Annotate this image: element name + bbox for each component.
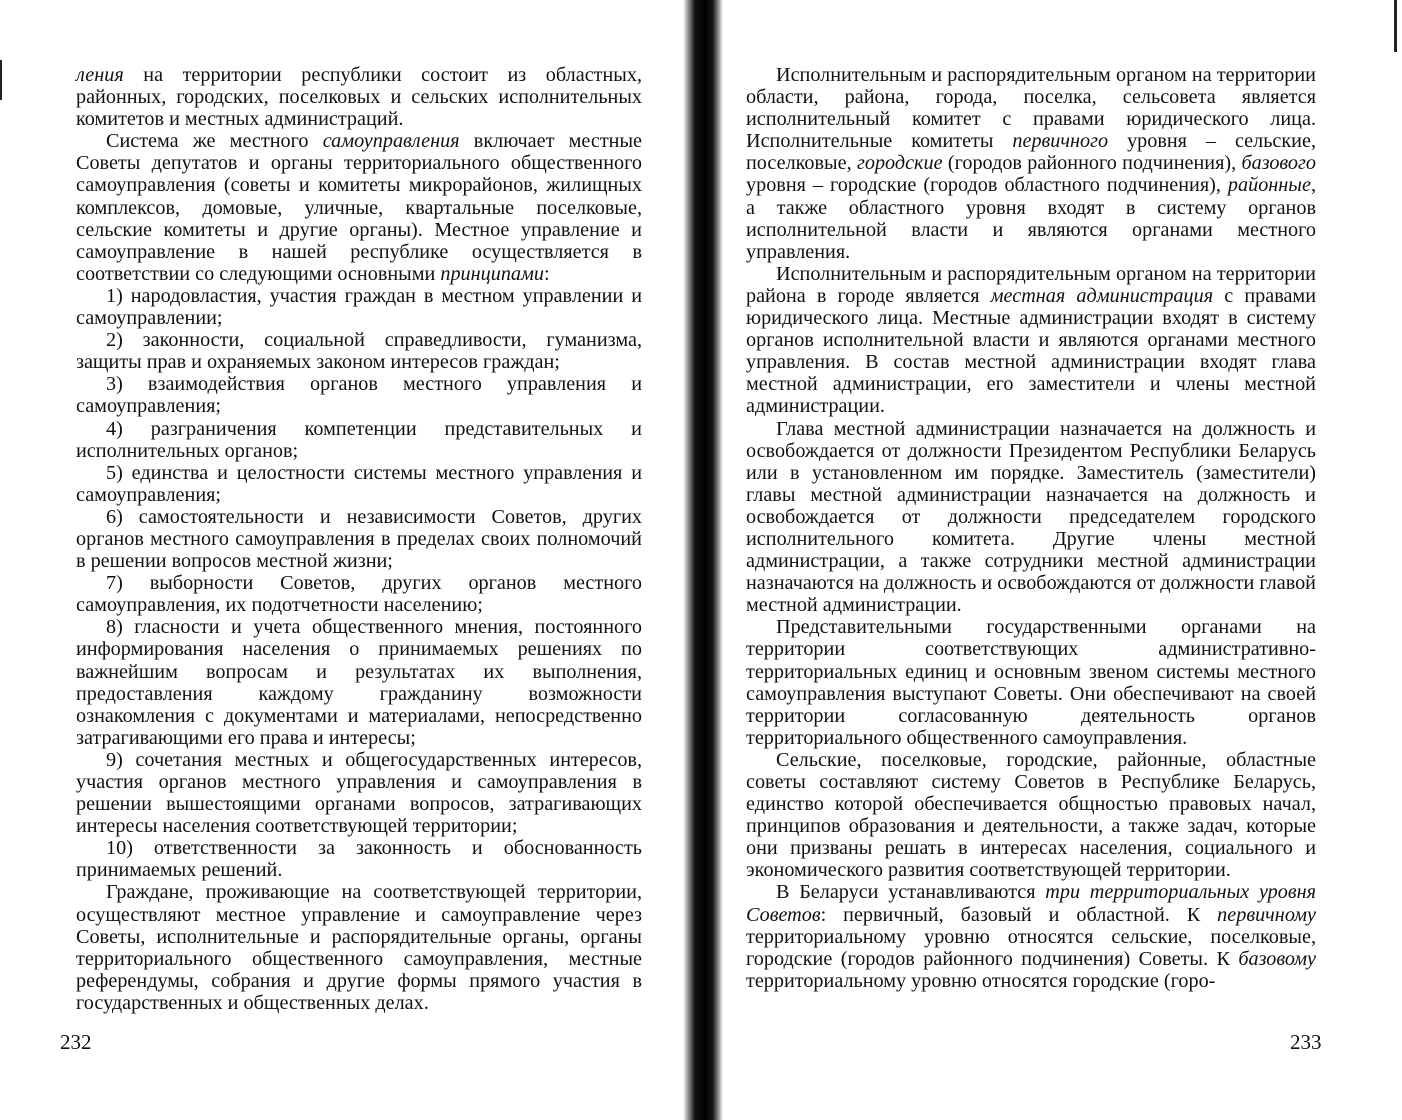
page-number-left: 232 (60, 1030, 92, 1054)
paragraph (746, 64, 1316, 263)
text-run: уровня – сельские, поселковые, (746, 130, 1316, 175)
paragraph (76, 881, 642, 1014)
italic-term: принципами (440, 262, 544, 285)
text-run: 1) народовластия, участия граждан в местном управлении и самоуправлении; (76, 284, 642, 330)
paragraph (746, 263, 1316, 418)
italic-term: три территориальных уровня Советов (746, 881, 1316, 926)
paragraph (76, 749, 642, 837)
text-run: на территории республики состоит из областных, районных, городских, поселковых и сельских исполнительных комитетов и местных администраций. (76, 64, 642, 131)
italic-term: базового (1241, 152, 1316, 175)
paragraph (76, 837, 642, 881)
text-run: В Беларуси устанавливаются (776, 881, 1046, 904)
paragraph (76, 462, 642, 506)
paragraph (76, 616, 642, 749)
paragraph (76, 506, 642, 572)
text-run: , а также областного уровня входят в систему органов исполнительной власти и являются органами местного управления. (746, 174, 1316, 263)
text-run: 7) выборности Советов, других органов местного самоуправления, их подотчетности населению; (76, 572, 642, 617)
paragraph (746, 418, 1316, 617)
page-number-right: 233 (1290, 1030, 1322, 1054)
paragraph (746, 881, 1316, 991)
text-run: 8) гласности и учета общественного мнения, постоянного информирования населения о принимаемых решениях по важнейшим вопросам и результатах их выполнения, предоставления каждому гражданину возможности ознакомления с документами и материалами, непосредственно затрагивающими его права и интересы; (76, 616, 642, 749)
text-run: с правами юридического лица. Местные администрации входят в систему органов исполнительной власти и являются органами местного управления. В состав местной администрации входят глава местной администрации, его заместители и члены местной администрации. (746, 284, 1316, 418)
paragraph (76, 418, 642, 462)
paragraph (76, 572, 642, 616)
left-page (0, 0, 690, 1120)
text-run: Исполнительным и распорядительным органом на территории области, района, города, поселка, сельсовета является исполнительный комитет с правами юридического лица. Исполнительные комитеты (746, 64, 1316, 153)
text-run: : (544, 262, 550, 285)
text-run: 3) взаимодействия органов местного управления и самоуправления; (76, 373, 642, 418)
italic-term: районные (1227, 174, 1311, 197)
text-run: (городов районного подчинения), (942, 152, 1242, 175)
text-run: 6) самостоятельности и независимости Советов, других органов местного самоуправления в пределах своих полномочий в решении вопросов местной жизни; (76, 505, 642, 573)
right-page-text (746, 64, 1316, 992)
paragraph (76, 329, 642, 373)
text-run: 2) законности, социальной справедливости, гуманизма, защиты прав и охраняемых законом интересов граждан; (76, 329, 642, 374)
text-run: 10) ответственности за законность и обоснованность принимаемых решений. (76, 837, 642, 882)
text-run: Глава местной администрации назначается на должность и освобождается от должности Президентом Республики Беларусь или в установленном им порядке. Заместитель (заместители) главы местной администрации назначается на должность и освобождается от должности председателем городского исполнительного комитета. Другие члены местной администрации, а также сотрудники местной администрации назначаются на должность и освобождаются от должности главой местной администрации. (746, 417, 1316, 617)
paragraph (76, 373, 642, 417)
text-run: : первичный, базовый и областной. К (820, 903, 1218, 926)
text-run: 9) сочетания местных и общегосударственных интересов, участия органов местного управления и самоуправления в решении вышестоящими органами вопросов, затрагивающих интересы населения соответствующей территории; (76, 748, 642, 838)
text-run: 5) единства и целостности системы местного управления и самоуправления; (76, 461, 642, 506)
italic-term: первичному (1217, 903, 1316, 926)
text-run: 4) разграничения компетенции представительных и исполнительных органов; (76, 417, 642, 462)
paragraph (746, 616, 1316, 749)
italic-term: ления (76, 64, 124, 86)
text-run: территориальному уровню относятся сельские, поселковые, городские (городов районного подчинения) Советы. К (746, 925, 1316, 970)
italic-term: местная администрация (990, 284, 1214, 307)
text-run: территориальному уровню относятся городские (горо- (746, 969, 1216, 992)
italic-term: самоуправления (322, 130, 460, 153)
italic-term: первичного (1012, 130, 1109, 153)
paragraph (76, 64, 642, 130)
text-run: включает местные Советы депутатов и органы территориального общественного самоуправления (советы и комитеты микрорайонов, жилищных комплексов, домовые, уличные, квартальные поселковые, сельские комитеты и другие органы). Местное управление и самоуправление в нашей республике осуществляется в соответствии со следующими основными (76, 130, 642, 285)
paragraph (746, 749, 1316, 882)
italic-term: базовому (1238, 947, 1316, 970)
right-page (712, 0, 1402, 1120)
text-run: Представительными государственными органами на территории соответствующих административно-территориальных единиц и основным звеном системы местного самоуправления выступают Советы. Они обеспечивают на своей территории согласованную деятельность органов территориального общественного самоуправления. (746, 616, 1316, 749)
scan-edge-mark (0, 60, 2, 100)
text-run: уровня – городские (городов областного подчинения), (746, 174, 1228, 197)
paragraph (76, 285, 642, 329)
italic-term: городские (856, 152, 943, 175)
left-page-text (76, 64, 642, 1014)
text-run: Граждане, проживающие на соответствующей территории, осуществляют местное управление и самоуправление через Советы, исполнительные и распорядительные органы, органы территориального общественного самоуправления, местные референдумы, собрания и другие формы прямого участия в государственных и общественных делах. (76, 881, 642, 1014)
paragraph (76, 130, 642, 285)
text-run: Сельские, поселковые, городские, районные, областные советы составляют систему Советов в Республике Беларусь, единство которой обеспечивается общностью правовых начал, принципов образования и деятельности, а также задач, которые они призваны решать в интересах населения, социального и экономического развития соответствующей территории. (746, 748, 1316, 882)
text-run: Система же местного (106, 130, 323, 153)
text-run: Исполнительным и распорядительным органом на территории района в городе является (746, 262, 1316, 307)
